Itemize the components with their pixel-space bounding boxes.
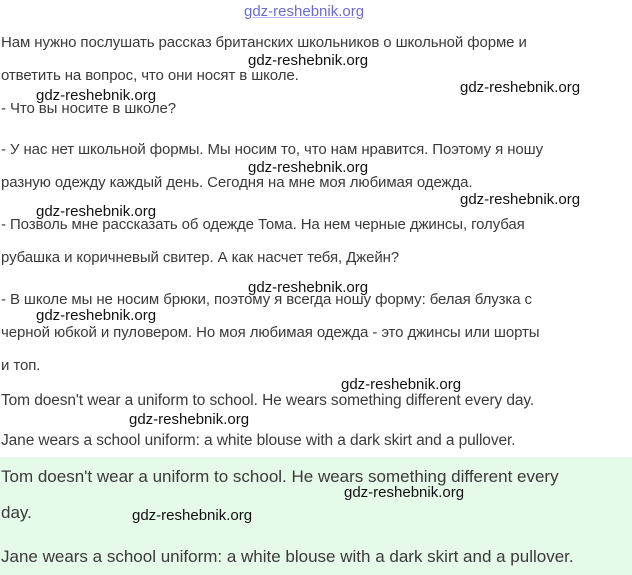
translation-line: - В школе мы не носим брюки, поэтому я всегда ношу форму: белая блузка с bbox=[1, 291, 532, 308]
watermark: gdz-reshebnik.org bbox=[344, 484, 465, 501]
watermark: gdz-reshebnik.org bbox=[36, 203, 157, 220]
watermark: gdz-reshebnik.org bbox=[341, 376, 462, 393]
translation-line: разную одежду каждый день. Сегодня на мне моя любимая одежда. bbox=[1, 174, 473, 191]
translation-line: - Позволь мне рассказать об одежде Тома. На нем черные джинсы, голубая bbox=[1, 216, 525, 233]
translation-line: - Что вы носите в школе? bbox=[1, 100, 176, 117]
watermark: gdz-reshebnik.org bbox=[248, 279, 369, 296]
watermark: gdz-reshebnik.org bbox=[248, 159, 369, 176]
answer-line: Tom doesn't wear a uniform to school. He wears something different every bbox=[1, 467, 559, 486]
watermark: gdz-reshebnik.org bbox=[244, 3, 365, 20]
translation-line: и топ. bbox=[1, 357, 41, 374]
answer-line: day. bbox=[1, 503, 32, 522]
watermark: gdz-reshebnik.org bbox=[36, 87, 157, 104]
translation-line: черной юбкой и пуловером. Но моя любимая одежда - это джинсы или шорты bbox=[1, 324, 540, 341]
summary-line: Tom doesn't wear a uniform to school. He wears something different every day. bbox=[1, 392, 535, 409]
translation-line: Нам нужно послушать рассказ британских школьников о школьной форме и bbox=[1, 34, 527, 51]
watermark: gdz-reshebnik.org bbox=[460, 79, 581, 96]
watermark: gdz-reshebnik.org bbox=[248, 52, 369, 69]
answer-line: Jane wears a school uniform: a white blouse with a dark skirt and a pullover. bbox=[1, 547, 574, 566]
watermark: gdz-reshebnik.org bbox=[129, 411, 250, 428]
translation-line: ответить на вопрос, что они носят в школе. bbox=[1, 67, 299, 84]
translation-line: - У нас нет школьной формы. Мы носим то, что нам нравится. Поэтому я ношу bbox=[1, 141, 543, 158]
summary-line: Jane wears a school uniform: a white blouse with a dark skirt and a pullover. bbox=[1, 432, 516, 449]
watermark: gdz-reshebnik.org bbox=[132, 507, 253, 524]
watermark: gdz-reshebnik.org bbox=[36, 307, 157, 324]
watermark: gdz-reshebnik.org bbox=[460, 191, 581, 208]
translation-line: рубашка и коричневый свитер. А как насчет тебя, Джейн? bbox=[1, 249, 400, 266]
